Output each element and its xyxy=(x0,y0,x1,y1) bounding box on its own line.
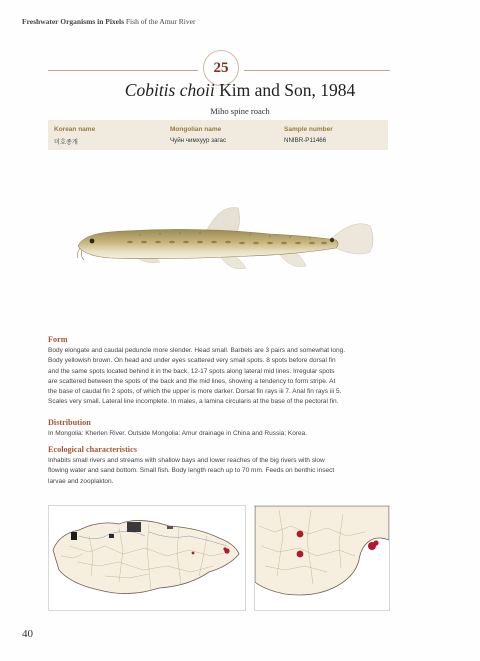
mongolian-name-value: Чуйн чимхуур загас xyxy=(170,137,227,144)
scientific-name: Cobitis choii xyxy=(124,80,215,100)
ecology-line: flowing water and sand bottom. Small fish. Body length reach up to 70 mm. Feeds on benthic insect xyxy=(48,467,335,475)
korean-name-label: Korean name xyxy=(54,126,96,133)
ecology-text xyxy=(48,456,392,487)
form-line: Scales very small. Lateral line incomplete. In males, a lamina circularis at the base of the pectoral fin. xyxy=(48,398,339,406)
authority: Kim and Son, 1984 xyxy=(219,80,356,100)
ecology-line: larvae and zooplakton. xyxy=(48,477,114,485)
distribution-text xyxy=(48,429,392,439)
form-heading: Form xyxy=(48,335,68,344)
fish-illustration xyxy=(70,200,380,280)
form-line: Body yellowish brown. On head and under eyes scattered very small spots. 8 spots before dorsal fin xyxy=(48,357,336,365)
form-line: are scattered between the spots of the back and the mid lines, showing a tendency to form stripe. At xyxy=(48,377,336,385)
form-line: the base of caudal fin 2 spots, of which the upper is more darker. Dorsal fin rays iii 7. Anal fin rays iii 5. xyxy=(48,388,342,396)
common-name: Miho spine roach xyxy=(210,106,270,116)
ecology-line: Inhabits small rivers and streams with shallow bays and lower reaches of the big rivers with slow xyxy=(48,457,325,464)
mongolia-outline xyxy=(53,520,239,593)
form-text xyxy=(48,346,392,408)
caudal-fin xyxy=(332,224,373,254)
detail-map xyxy=(254,505,390,611)
species-title xyxy=(0,80,480,101)
korean-name-value: 미호종개 xyxy=(54,139,78,146)
sample-number-value: NNIBR-P11466 xyxy=(284,137,327,144)
form-line: Body elongate and caudal peduncle more slender. Head small. Barbels are 3 pairs and somewhat long. xyxy=(48,347,346,354)
caudal-spot xyxy=(330,238,334,242)
book-title: Fish of the Amur River xyxy=(125,17,196,26)
right-rule xyxy=(244,70,390,71)
detail-map-svg xyxy=(255,506,389,610)
form-line: and the same spots located behind it in the back. 12-17 spots along lateral mid lines. Irregular spots xyxy=(48,367,335,375)
left-rule xyxy=(48,70,198,71)
occurrence-point xyxy=(297,531,304,538)
mongolia-map-svg xyxy=(49,506,245,610)
running-header xyxy=(22,17,195,26)
species-number: 25 xyxy=(203,50,239,86)
series-title: Freshwater Organisms in Pixels xyxy=(22,17,125,26)
info-box xyxy=(48,120,388,150)
distribution-line: In Mongolia: Kherlen River. Outside Mongolia: Amur drainage in China and Russia; Korea. xyxy=(48,430,308,437)
fish-eye xyxy=(90,239,95,244)
ecology-heading: Ecological characteristics xyxy=(48,445,137,454)
mongolian-name-label: Mongolian name xyxy=(170,126,222,133)
occurrence-point xyxy=(297,551,304,558)
page-number: 40 xyxy=(22,628,33,640)
mongolia-map xyxy=(48,505,246,611)
distribution-heading: Distribution xyxy=(48,418,91,427)
sample-number-label: Sample number xyxy=(284,126,333,133)
